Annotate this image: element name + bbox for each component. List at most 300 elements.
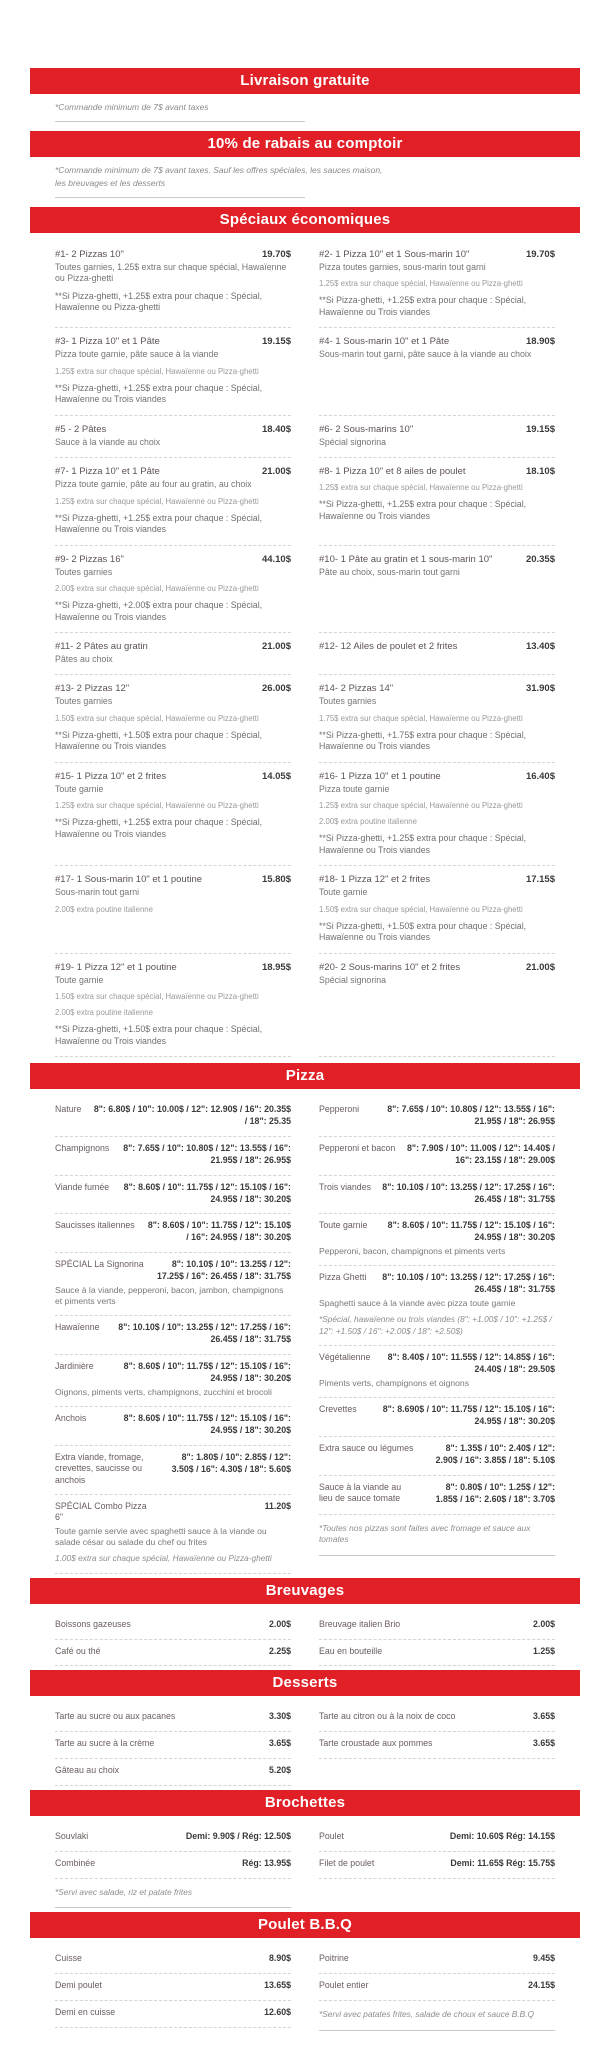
special-item-price: 19.70$ — [525, 248, 555, 260]
poulet-item-header — [55, 1953, 291, 1965]
dessert-item-name: Tarte au citron ou à la noix de coco — [319, 1711, 456, 1722]
brochette-footnote: *Servi avec salade, riz et patate frites — [55, 1879, 291, 1909]
brochette-item-header — [319, 1831, 555, 1843]
brochette-item — [319, 1852, 555, 1879]
pizza-item-header — [55, 1322, 291, 1346]
special-item-title: #1- 2 Pizzas 10" — [55, 248, 124, 260]
brochette-item-price: Rég: 13.95$ — [242, 1857, 291, 1868]
special-item-header — [55, 336, 291, 347]
pizza-item-price: 8": 6.80$ / 10": 10.00$ / 12": 12.90$ / 16": 20.35$ / 18": 25.35 — [93, 1104, 291, 1127]
special-item-title: #8- 1 Pizza 10" et 8 ailes de poulet — [319, 466, 466, 478]
pizza-item — [55, 1098, 291, 1137]
dessert-item-header — [55, 1711, 291, 1723]
pizza-item — [55, 1407, 291, 1446]
special-item-header — [55, 771, 291, 782]
brochette-item-name: Poulet — [319, 1831, 344, 1842]
special-item — [319, 956, 555, 1058]
pizza-item-name: Extra viande, fromage, crevettes, saucisse ou anchois — [55, 1451, 144, 1485]
brochette-item — [319, 1825, 555, 1852]
special-item-desc: Toute garnie — [55, 974, 104, 985]
special-item — [55, 635, 291, 675]
brochettes-col-right — [319, 1825, 555, 1879]
brochette-item-price: Demi: 10.60$ Rég: 14.15$ — [449, 1831, 555, 1842]
special-item-desc: Toutes garnies — [55, 566, 113, 577]
pizza-item — [319, 1437, 555, 1476]
pizza-item-name: Pizza Ghetti — [319, 1272, 367, 1283]
special-item — [55, 418, 291, 458]
poulet-item-name: Demi poulet — [55, 1980, 102, 1991]
brochettes-col-left — [55, 1825, 291, 1908]
special-item-title: #11- 2 Pâtes au gratin — [55, 640, 148, 652]
special-item-small: 1.50$ extra sur chaque spécial, Hawaïenne ou Pizza-ghetti — [55, 992, 259, 1002]
pizza-item-name: Anchois — [55, 1412, 87, 1423]
special-item-small: 2.00$ extra sur chaque spécial, Hawaïenne ou Pizza-ghetti — [55, 583, 259, 593]
poulet-item — [55, 1947, 291, 1974]
special-item-price: 18.40$ — [261, 423, 291, 435]
poulet-item-price: 9.45$ — [532, 1953, 555, 1964]
dessert-item-price: 5.20$ — [268, 1765, 291, 1776]
pizza-item — [319, 1214, 555, 1266]
special-item-small: 1.25$ extra sur chaque spécial, Hawaïenne ou Pizza-ghetti — [55, 366, 259, 376]
special-item — [319, 868, 555, 953]
poulet-item-header — [55, 1980, 291, 1992]
banner-brochettes: Brochettes — [30, 1790, 580, 1816]
note-rabais-block — [30, 157, 580, 198]
pizza-item-price: 8": 10.10$ / 10": 13.25$ / 12": 17.25$ / 16": 26.45$ / 18": 31.75$ — [382, 1272, 555, 1295]
special-item-title: #19- 1 Pizza 12" et 1 poutine — [55, 961, 177, 973]
special-item-header — [319, 554, 555, 565]
special-item — [319, 677, 555, 762]
special-item-desc: Toute garnie — [319, 887, 368, 898]
special-item-small: 2.00$ extra poutine italienne — [55, 1008, 153, 1018]
special-item-desc: Toute garnie — [55, 783, 104, 794]
brochette-item-header — [55, 1858, 291, 1870]
special-item — [55, 868, 291, 953]
poulet-bbq-col-right — [319, 1947, 555, 2030]
special-item-header — [319, 466, 555, 477]
divider — [55, 121, 305, 122]
special-item-desc: Sous-marin tout garni — [55, 887, 140, 898]
dessert-item-price: 3.65$ — [532, 1711, 555, 1722]
special-item-price: 19.70$ — [261, 248, 291, 260]
breuvage-item — [55, 1613, 291, 1640]
special-item-header — [55, 424, 291, 435]
desserts-col-right — [319, 1705, 555, 1759]
special-item-title: #6- 2 Sous-marins 10" — [319, 423, 414, 435]
pizza-item-price: 8": 8.40$ / 10": 11.55$ / 12": 14.85$ / 16": 24.40$ / 18": 29.50$ — [387, 1352, 555, 1375]
pizza-item-price: 8": 1.35$ / 10": 2.40$ / 12": 2.90$ / 16": 3.85$ / 18": 5.10$ — [435, 1443, 555, 1466]
poulet-item-price: 24.15$ — [528, 1980, 555, 1991]
special-item-small: 1.25$ extra sur chaque spécial, Hawaïenne ou Pizza-ghetti — [319, 801, 523, 811]
special-item-header — [55, 466, 291, 477]
dessert-item-name: Gâteau au choix — [55, 1765, 120, 1776]
special-item-small: 1.25$ extra sur chaque spécial, Hawaïenne ou Pizza-ghetti — [55, 496, 259, 506]
pizza-item-note: 1.00$ extra sur chaque spécial, Hawaïenne ou Pizza-ghetti — [55, 1553, 272, 1564]
divider — [55, 197, 305, 198]
pizza-item-price: 8": 7.65$ / 10": 10.80$ / 12": 13.55$ / 16": 21.95$ / 18": 26.95$ — [387, 1104, 555, 1127]
dessert-item-price: 3.65$ — [532, 1738, 555, 1749]
pizza-item-header — [55, 1501, 291, 1524]
special-item-title: #16- 1 Pizza 10" et 1 poutine — [319, 770, 441, 782]
special-item-note: **Si Pizza-ghetti, +1.25$ extra pour chaque : Spécial, Hawaïenne ou Trois viandes — [319, 295, 527, 317]
special-item-note: **Si Pizza-ghetti, +1.25$ extra pour chaque : Spécial, Hawaïenne ou Trois viandes — [319, 833, 527, 855]
dessert-item-header — [319, 1738, 555, 1750]
pizza-item-header — [319, 1404, 555, 1428]
dessert-item — [319, 1705, 555, 1732]
poulet-bbq-section — [30, 1938, 580, 2034]
breuvage-item-price: 2.00$ — [268, 1618, 291, 1629]
poulet-item — [319, 1947, 555, 1974]
special-item-title: #9- 2 Pizzas 16" — [55, 553, 124, 565]
dessert-item-header — [319, 1711, 555, 1723]
special-item-desc: Pâte au choix, sous-marin tout garni — [319, 566, 460, 577]
special-item — [319, 460, 555, 545]
pizza-item-desc: Oignons, piments verts, champignons, zucchini et brocoli — [55, 1386, 272, 1397]
breuvages-col-left — [55, 1613, 291, 1667]
breuvage-item-name: Breuvage italien Brio — [319, 1618, 401, 1629]
special-item-small: 1.25$ extra sur chaque spécial, Hawaïenne ou Pizza-ghetti — [319, 483, 523, 493]
special-item-note: **Si Pizza-ghetti, +1.25$ extra pour chaque : Spécial, Hawaïenne ou Trois viandes — [55, 382, 263, 405]
special-item-header — [319, 336, 555, 347]
brochettes-section — [30, 1816, 580, 1912]
pizza-item-price: 8": 10.10$ / 10": 13.25$ / 12": 17.25$ / 16": 26.45$ / 18": 31.75$ — [382, 1181, 555, 1204]
special-item-title: #5 - 2 Pâtes — [55, 423, 107, 435]
pizza-item-header — [319, 1352, 555, 1376]
pizza-item-name: Extra sauce ou légumes — [319, 1443, 414, 1454]
pizza-item-name: Viande fumée — [55, 1181, 110, 1192]
dessert-item-name: Tarte au sucre à la crème — [55, 1738, 155, 1749]
dessert-item — [55, 1732, 291, 1759]
special-item-small: 1.25$ extra sur chaque spécial, Hawaïenne ou Pizza-ghetti — [55, 801, 259, 811]
pizza-item-price: 8": 8.60$ / 10": 11.75$ / 12": 15.10$ / 16": 24.95$ / 18": 30.20$ — [123, 1181, 291, 1204]
brochette-item — [55, 1852, 291, 1879]
special-item-price: 31.90$ — [525, 683, 555, 695]
dessert-item-price: 3.30$ — [268, 1711, 291, 1722]
special-item-title: #10- 1 Pâte au gratin et 1 sous-marin 10" — [319, 553, 493, 565]
pizza-item-header — [319, 1182, 555, 1206]
breuvages-col-right — [319, 1613, 555, 1667]
pizza-item-header — [55, 1452, 291, 1486]
breuvage-item-header — [319, 1646, 555, 1658]
pizza-item-header — [55, 1413, 291, 1437]
dessert-item-header — [55, 1738, 291, 1750]
special-item-price: 21.00$ — [261, 466, 291, 478]
special-item — [55, 956, 291, 1058]
pizza-item-desc: Spaghetti sauce à la viande avec pizza toute garnie — [319, 1298, 516, 1309]
special-item-desc: Spécial signorina — [319, 436, 386, 447]
pizza-item-desc: Pepperoni, bacon, champignons et piments verts — [319, 1246, 506, 1257]
special-item — [319, 635, 555, 675]
pizza-section — [30, 1089, 580, 1578]
special-item-title: #15- 1 Pizza 10" et 2 frites — [55, 770, 167, 782]
pizza-item — [55, 1214, 291, 1253]
pizza-item-header — [319, 1482, 555, 1506]
special-item — [55, 677, 291, 762]
special-item-small: 1.75$ extra sur chaque spécial, Hawaïenne ou Pizza-ghetti — [319, 713, 523, 723]
special-item-title: #18- 1 Pizza 12" et 2 frites — [319, 874, 431, 886]
special-item-header — [319, 424, 555, 435]
brochette-item-price: Demi: 9.90$ / Rég: 12.50$ — [185, 1831, 291, 1842]
special-item-header — [55, 249, 291, 260]
special-item-note: **Si Pizza-ghetti, +1.25$ extra pour chaque : Spécial, Hawaïenne ou Trois viandes — [55, 817, 263, 839]
pizza-item-header — [55, 1220, 291, 1244]
speciaux-grid — [30, 233, 580, 1063]
pizza-item-name: Pepperoni et bacon — [319, 1142, 396, 1153]
breuvage-item — [319, 1613, 555, 1640]
pizza-item-name: Champignons — [55, 1142, 110, 1153]
brochette-item-header — [55, 1831, 291, 1843]
poulet-item-name: Poitrine — [319, 1953, 349, 1964]
pizza-item-header — [319, 1220, 555, 1244]
pizza-item-name: Hawaïenne — [55, 1322, 100, 1333]
pizza-item-price: 8": 1.80$ / 10": 2.85$ / 12": 3.50$ / 16": 4.30$ / 18": 5.60$ — [171, 1451, 291, 1474]
dessert-item-price: 3.65$ — [268, 1738, 291, 1749]
brochette-item-name: Souvlaki — [55, 1831, 89, 1842]
special-item-note: **Si Pizza-ghetti, +1.25$ extra pour chaque : Spécial, Hawaïenne ou Trois viandes — [319, 499, 527, 521]
breuvage-item-price: 2.25$ — [268, 1645, 291, 1656]
pizza-item — [55, 1316, 291, 1355]
dessert-item — [55, 1705, 291, 1732]
poulet-item-price: 13.65$ — [264, 1980, 291, 1991]
brochette-item-name: Combinée — [55, 1857, 96, 1868]
pizza-item-desc: Sauce à la viande, pepperoni, bacon, jambon, champignons et piments verts — [55, 1284, 284, 1307]
pizza-item-desc: Toute garnie servie avec spaghetti sauce à la viande ou salade césar ou salade du chef ou frites — [55, 1525, 267, 1547]
pizza-item-header — [319, 1272, 555, 1296]
pizza-item-price: 11.20$ — [264, 1500, 291, 1511]
special-item-title: #7- 1 Pizza 10" et 1 Pâte — [55, 466, 160, 478]
banner-rabais-comptoir: 10% de rabais au comptoir — [30, 131, 580, 157]
breuvage-item-price: 2.00$ — [532, 1618, 555, 1629]
poulet-item — [55, 2001, 291, 2028]
pizza-item-name: Sauce à la viande au lieu de sauce tomate — [319, 1481, 402, 1504]
special-item-desc: Toutes garnies — [319, 696, 377, 707]
special-item-desc: Pizza toute garnie, pâte sauce à la viande — [55, 349, 219, 360]
special-item-small: 1.50$ extra sur chaque spécial, Hawaïenne ou Pizza-ghetti — [319, 904, 523, 914]
special-item-note: **Si Pizza-ghetti, +1.50$ extra pour chaque : Spécial, Hawaïenne ou Trois viandes — [55, 729, 263, 752]
special-item-title: #12- 12 Ailes de poulet et 2 frites — [319, 640, 458, 652]
banner-pizza: Pizza — [30, 1063, 580, 1089]
note-livraison: *Commande minimum de 7$ avant taxes — [55, 102, 209, 112]
pizza-footnote: *Toutes nos pizzas sont faites avec fromage et sauce aux tomates — [319, 1515, 555, 1556]
pizza-item-note: *Spécial, hawaïenne ou trois viandes (8": +1.00$ / 10": +1.25$ / 12": +1.50$ / 16": +2.00$ / 18": +2.50$) — [319, 1314, 552, 1336]
special-item-price: 19.15$ — [261, 336, 291, 348]
pizza-item-price: 8": 8.60$ / 10": 11.75$ / 12": 15.10$ / 16": 24.95$ / 18": 30.20$ — [147, 1220, 291, 1243]
breuvage-item — [55, 1640, 291, 1667]
special-item-desc: Pizza toute garnie — [319, 783, 390, 794]
pizza-item-price: 8": 10.10$ / 10": 13.25$ / 12": 17.25$ / 16": 26.45$ / 18": 31.75$ — [156, 1259, 291, 1282]
pizza-item-price: 8": 7.65$ / 10": 10.80$ / 12": 13.55$ / 16": 21.95$ / 18": 26.95$ — [123, 1142, 291, 1165]
pizza-item-price: 8": 10.10$ / 10": 13.25$ / 12": 17.25$ / 16": 26.45$ / 18": 31.75$ — [118, 1322, 291, 1345]
special-item-desc: Pâtes au choix — [55, 653, 113, 664]
dessert-item — [319, 1732, 555, 1759]
breuvage-item-header — [319, 1619, 555, 1631]
special-item-price: 18.10$ — [525, 466, 555, 478]
breuvage-item-header — [55, 1646, 291, 1658]
pizza-item-name: Jardinière — [55, 1361, 94, 1371]
poulet-item-name: Poulet entier — [319, 1980, 369, 1991]
special-item — [319, 243, 555, 328]
special-item-price: 14.05$ — [261, 770, 291, 782]
special-item-price: 13.40$ — [525, 640, 555, 652]
pizza-item-price: 8": 8.60$ / 10": 11.75$ / 12": 15.10$ / 16": 24.95$ / 18": 30.20$ — [123, 1361, 291, 1383]
special-item-desc: Toutes garnies — [55, 696, 113, 707]
special-item-note: **Si Pizza-ghetti, +1.50$ extra pour chaque : Spécial, Hawaïenne ou Trois viandes — [55, 1024, 263, 1046]
pizza-item — [319, 1476, 555, 1515]
pizza-item — [55, 1137, 291, 1176]
special-item-title: #17- 1 Sous-marin 10" et 1 poutine — [55, 874, 203, 886]
dessert-item — [55, 1759, 291, 1786]
breuvage-item-price: 1.25$ — [532, 1645, 555, 1656]
pizza-item — [319, 1266, 555, 1346]
special-item-price: 18.95$ — [261, 961, 291, 973]
special-item-title: #14- 2 Pizzas 14" — [319, 683, 394, 695]
breuvage-item — [319, 1640, 555, 1667]
special-item-price: 21.00$ — [261, 640, 291, 652]
pizza-item-price: 8": 8.60$ / 10": 11.75$ / 12": 15.10$ / 16": 24.95$ / 18": 30.20$ — [123, 1412, 291, 1435]
special-item-price: 18.90$ — [525, 336, 555, 348]
pizza-col-left — [55, 1098, 291, 1574]
special-item-desc: Sauce à la viande au choix — [55, 436, 161, 447]
pizza-item-price: 8": 8.60$ / 10": 11.75$ / 12": 15.10$ / 16": 24.95$ / 18": 30.20$ — [387, 1220, 555, 1243]
pizza-item-name: Crevettes — [319, 1404, 357, 1415]
pizza-item-header — [55, 1104, 291, 1128]
pizza-item — [319, 1176, 555, 1215]
special-item-header — [55, 874, 291, 885]
special-item-price: 21.00$ — [525, 961, 555, 973]
special-item-title: #2- 1 Pizza 10" et 1 Sous-marin 10" — [319, 248, 470, 260]
special-item-header — [55, 554, 291, 565]
dessert-item-name: Tarte au sucre ou aux pacanes — [55, 1711, 176, 1722]
pizza-item — [319, 1098, 555, 1137]
special-item — [55, 548, 291, 633]
poulet-item-name: Demi en cuisse — [55, 2007, 116, 2018]
special-item-header — [55, 641, 291, 652]
pizza-item-name: Végétalienne — [319, 1352, 371, 1363]
special-item — [319, 330, 555, 415]
note-livraison-block — [30, 94, 580, 122]
pizza-item-price: 8": 8.690$ / 10": 11.75$ / 12": 15.10$ / 16": 24.95$ / 18": 30.20$ — [382, 1404, 555, 1427]
special-item-note: **Si Pizza-ghetti, +1.25$ extra pour chaque : Spécial, Hawaïenne ou Trois viandes — [55, 512, 263, 535]
special-item-header — [55, 962, 291, 973]
pizza-item-header — [319, 1104, 555, 1128]
banner-breuvages: Breuvages — [30, 1578, 580, 1604]
brochette-item-header — [319, 1858, 555, 1870]
special-item-desc: Pizza toute garnie, pâte au four au gratin, au choix — [55, 479, 252, 490]
special-item-price: 17.15$ — [525, 874, 555, 886]
special-item-desc: Sous-marin tout garni, pâte sauce à la viande au choix — [319, 349, 532, 360]
special-item — [319, 418, 555, 458]
breuvage-item-header — [55, 1619, 291, 1631]
special-item-desc: Pizza toutes garnies, sous-marin tout garni — [319, 261, 486, 272]
banner-livraison-gratuite: Livraison gratuite — [30, 68, 580, 94]
special-item-small: 2.00$ extra poutine italienne — [319, 817, 417, 827]
special-item-desc: Spécial signorina — [319, 974, 386, 985]
brochette-item-price: Demi: 11.65$ Rég: 15.75$ — [450, 1857, 555, 1868]
special-item-header — [319, 874, 555, 885]
pizza-item — [55, 1495, 291, 1574]
brochette-item — [55, 1825, 291, 1852]
special-item-price: 15.80$ — [261, 874, 291, 886]
special-item-note: **Si Pizza-ghetti, +2.00$ extra pour chaque : Spécial, Hawaïenne ou Trois viandes — [55, 600, 263, 622]
special-item-price: 26.00$ — [261, 683, 291, 695]
special-item-small: 1.50$ extra sur chaque spécial, Hawaïenne ou Pizza-ghetti — [55, 713, 259, 723]
poulet-item — [55, 1974, 291, 2001]
special-item-header — [55, 683, 291, 694]
note-rabais: *Commande minimum de 7$ avant taxes. Sauf les offres spéciales, les sauces maison, les breuvages et les desserts — [55, 165, 383, 188]
special-item — [55, 330, 291, 415]
special-item — [319, 765, 555, 867]
poulet-item-header — [55, 2007, 291, 2019]
special-item — [55, 765, 291, 867]
banner-desserts: Desserts — [30, 1670, 580, 1696]
pizza-item — [55, 1355, 291, 1407]
pizza-item-name: Toute garnie — [319, 1220, 368, 1231]
special-item — [319, 548, 555, 633]
poulet-item-header — [319, 1980, 555, 1992]
poulet-item — [319, 1974, 555, 2001]
pizza-item — [55, 1253, 291, 1316]
pizza-item-header — [319, 1143, 555, 1167]
special-item-title: #3- 1 Pizza 10" et 1 Pâte — [55, 336, 160, 348]
breuvage-item-name: Boissons gazeuses — [55, 1618, 131, 1629]
special-item-note: **Si Pizza-ghetti, +1.25$ extra pour chaque : Spécial, Hawaïenne ou Pizza-ghetti — [55, 290, 263, 313]
special-item — [55, 460, 291, 545]
dessert-item-name: Tarte croustade aux pommes — [319, 1738, 433, 1749]
poulet-bbq-col-left — [55, 1947, 291, 2028]
special-item-price: 19.15$ — [525, 423, 555, 435]
pizza-item-name: SPÉCIAL La Signorina — [55, 1259, 144, 1270]
special-item-header — [319, 683, 555, 694]
special-item — [55, 243, 291, 328]
poulet-item-price: 8.90$ — [268, 1953, 291, 1964]
special-item-header — [319, 641, 555, 652]
breuvages-section — [30, 1604, 580, 1671]
special-item-small: 2.00$ extra poutine italienne — [55, 904, 153, 914]
pizza-item-name: Saucisses italiennes — [55, 1220, 135, 1231]
special-item-note: **Si Pizza-ghetti, +1.75$ extra pour chaque : Spécial, Hawaïenne ou Trois viandes — [319, 729, 527, 752]
pizza-item-header — [55, 1259, 291, 1283]
poulet-item-name: Cuisse — [55, 1953, 82, 1964]
special-item-note: **Si Pizza-ghetti, +1.50$ extra pour chaque : Spécial, Hawaïenne ou Trois viandes — [319, 920, 527, 943]
special-item-price: 20.35$ — [525, 553, 555, 565]
special-item-header — [319, 962, 555, 973]
pizza-item-name: Nature — [55, 1104, 82, 1115]
poulet-item-header — [319, 1953, 555, 1965]
pizza-item-name: Trois viandes — [319, 1181, 371, 1192]
special-item-price: 44.10$ — [261, 553, 291, 565]
special-item-desc: Toutes garnies, 1.25$ extra sur chaque spécial, Hawaïenne ou Pizza-ghetti — [55, 261, 287, 284]
dessert-item-header — [55, 1765, 291, 1777]
pizza-item-price: 8": 0.80$ / 10": 1.25$ / 12": 1.85$ / 16": 2.60$ / 18": 3.70$ — [435, 1481, 555, 1504]
poulet-item-price: 12.60$ — [264, 2007, 291, 2018]
breuvage-item-name: Café ou thé — [55, 1645, 101, 1656]
special-item-price: 16.40$ — [525, 770, 555, 782]
poulet-footnote: *Servi avec patates frites, salade de choux et sauce B.B.Q — [319, 2001, 555, 2031]
special-item-title: #20- 2 Sous-marins 10" et 2 frites — [319, 961, 461, 973]
brochette-item-name: Filet de poulet — [319, 1857, 375, 1868]
pizza-item-header — [319, 1443, 555, 1467]
pizza-item — [319, 1346, 555, 1398]
pizza-item-name: SPÉCIAL Combo Pizza 6" — [55, 1500, 147, 1523]
pizza-item-header — [55, 1143, 291, 1167]
special-item-header — [319, 771, 555, 782]
special-item-small: 1.25$ extra sur chaque spécial, Hawaïenne ou Pizza-ghetti — [319, 279, 523, 289]
special-item-title: #13- 2 Pizzas 12" — [55, 683, 130, 695]
pizza-col-right — [319, 1098, 555, 1556]
pizza-item — [319, 1398, 555, 1437]
pizza-item-price: 8": 7.90$ / 10": 11.00$ / 12": 14.40$ / 16": 23.15$ / 18": 29.00$ — [407, 1142, 555, 1165]
banner-poulet-bbq: Poulet B.B.Q — [30, 1912, 580, 1938]
